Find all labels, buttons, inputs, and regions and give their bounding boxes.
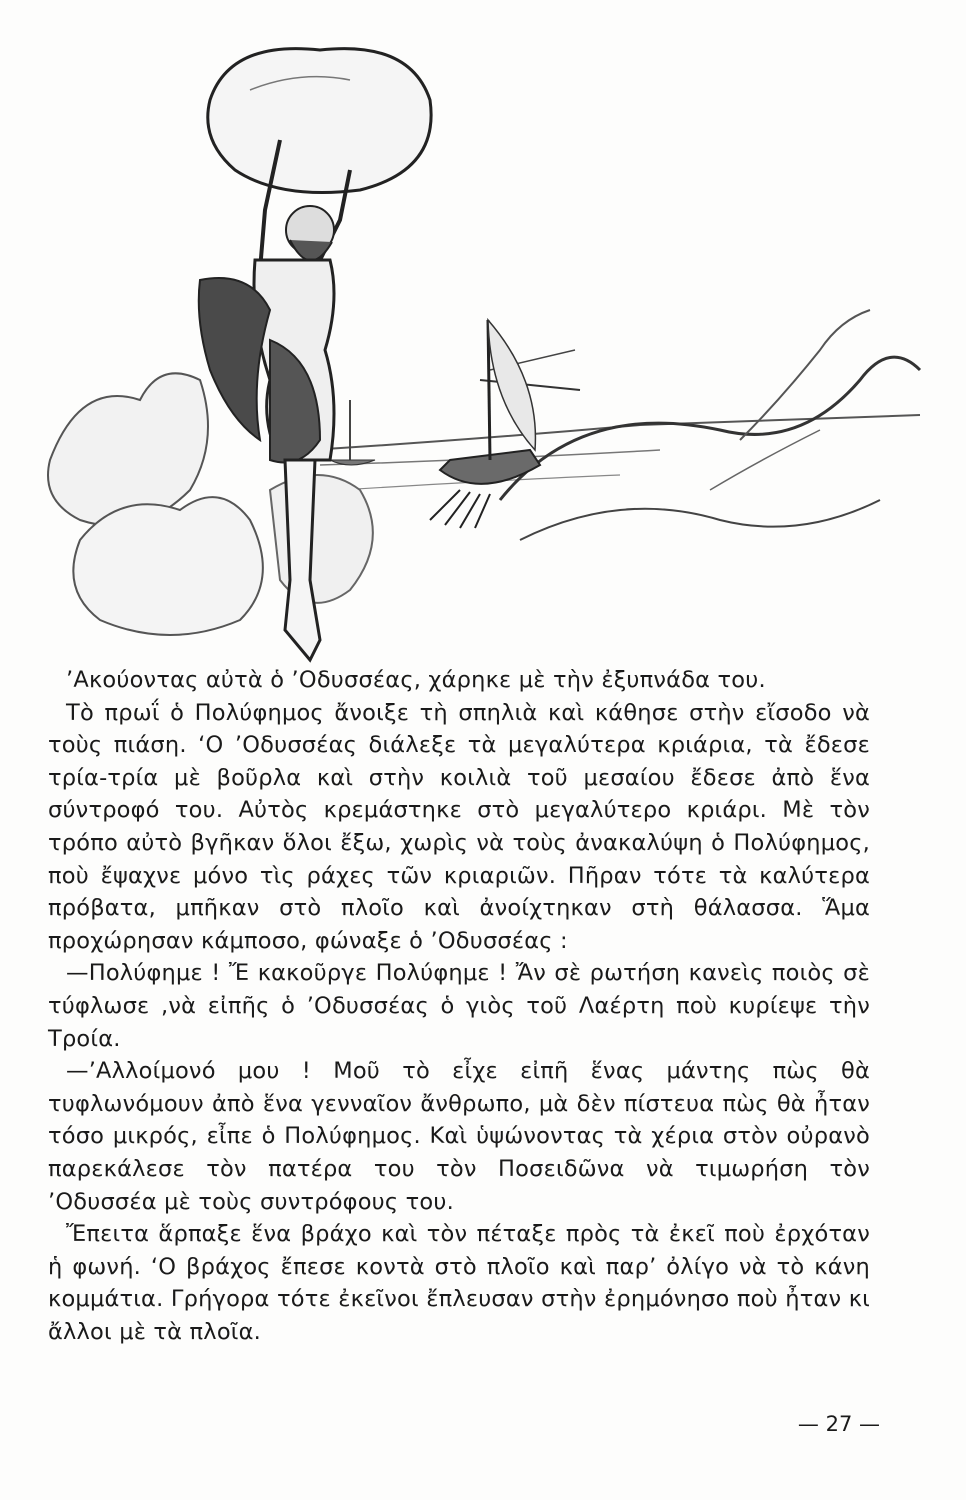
paragraph: Ἔπειτα ἅρπαξε ἕνα βράχο καὶ τὸν πέταξε πρὸς τὰ ἐκεῖ ποὺ ἐρχόταν ἡ φωνή. ‘Ο βράχος ἔπεσε κοντὰ στὸ πλοῖο καὶ παρ’ ὀλίγο νὰ τὸ κάνη κομμάτια. Γρήγορα τότε ἐκεῖνοι ἔπλευσαν στὴν ἐρημόνησο ποὺ ἦταν κι ἄλλοι μὲ τὰ πλοῖα. [48, 1221, 870, 1345]
paragraph: —’Αλλοίμονό μου ! Μοῦ τὸ εἶχε εἰπῆ ἕνας μάντης πὼς θὰ τυφλωνόμουν ἀπὸ ἕνα γενναῖον ἄνθρωπο, μὰ δὲν πίστευα πὼς θὰ ἦταν τόσο μικρός, εἶπε ὁ Πολύφημος. Καὶ ὑψώνοντας τὰ χέρια στὸν οὐρανὸ παρεκάλεσε τὸν πατέρα του τὸν Ποσειδῶνα νὰ τιμωρήση τὸν ’Οδυσσέα μὲ τοὺς συντρόφους του. [48, 1058, 870, 1215]
paragraph: —Πολύφημε ! Ἔ κακοῦργε Πολύφημε ! Ἄν σὲ ρωτήση κανεὶς ποιὸς σὲ τύφλωσε ,νὰ εἰπῆς ὁ ’Οδυσσέας ὁ γιὸς τοῦ Λαέρτη ποὺ κυρίεψε τὴν Τροία. [48, 960, 870, 1052]
story-text [48, 664, 870, 1348]
cyclops-throwing-rock-icon [20, 20, 950, 670]
paragraph: Τὸ πρωΐ ὁ Πολύφημος ἄνοιξε τὴ σπηλιὰ καὶ κάθησε στὴν εἴσοδο νὰ τοὺς πιάση. ‘Ο ’Οδυσσέας διάλεξε τὰ μεγαλύτερα κριάρια, τὰ ἔδεσε τρία-τρία μὲ βοῦρλα καὶ στὴν κοιλιὰ τοῦ μεσαίου ἔδεσε ἀπὸ ἕνα σύντροφό του. Αὐτὸς κρεμάστηκε στὸ μεγαλύτερο κριάρι. Μὲ τὸν τρόπο αὐτὸ βγῆκαν ὅλοι ἔξω, χωρὶς νὰ τοὺς ἀνακαλύψη ὁ Πολύφημος, ποὺ ἔψαχνε μόνο τὶς ράχες τῶν κριαριῶν. Πῆραν τότε τὰ καλύτερα πρόβατα, μπῆκαν στὸ πλοῖο καὶ ἀνοίχτηκαν στὴ θάλασσα. Ἅμα προχώρησαν κάμποσο, φώναξε ὁ ’Οδυσσέας : [48, 699, 870, 954]
paragraph: ’Ακούοντας αὐτὰ ὁ ’Οδυσσέας, χάρηκε μὲ τὴν ἐξυπνάδα του. [66, 667, 766, 693]
page-number: — 27 — [797, 1412, 880, 1436]
